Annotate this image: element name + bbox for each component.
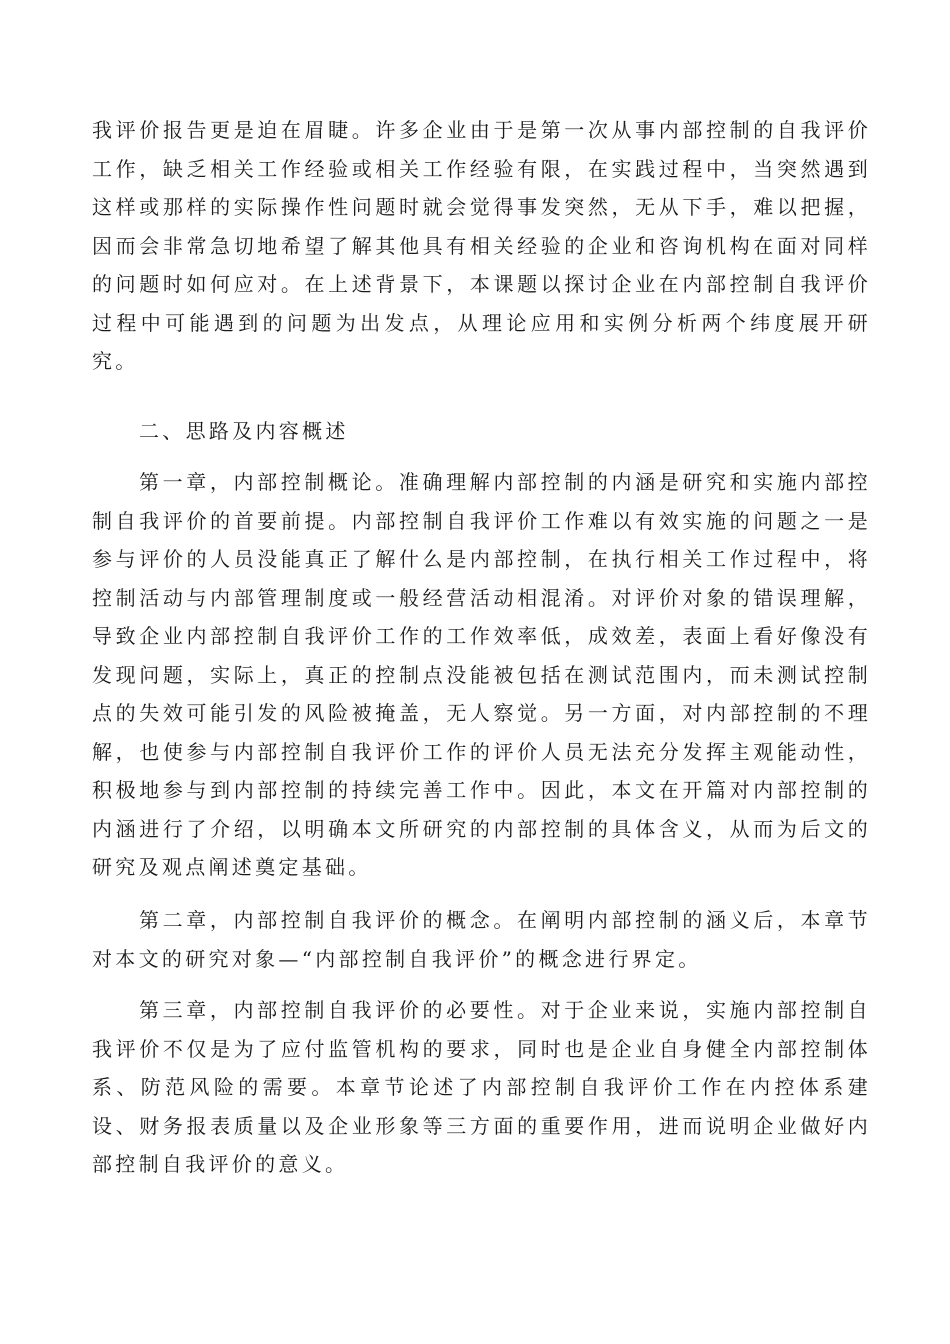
body-paragraph-2 [92,463,871,887]
paragraph-text: 第二章，内部控制自我评价的概念。在阐明内部控制的涵义后，本章节对本文的研究对象—“内部控制自我评价”的概念进行界定。 [92,908,871,971]
paragraph-text: 我评价报告更是迫在眉睫。许多企业由于是第一次从事内部控制的自我评价工作，缺乏相关工作经验或相关工作经验有限，在实践过程中，当突然遇到这样或那样的实际操作性问题时就会觉得事发突然，无从下手，难以把握，因而会非常急切地希望了解其他具有相关经验的企业和咨询机构在面对同样的问题时如何应对。在上述背景下，本课题以探讨企业在内部控制自我评价过程中可能遇到的问题为出发点，从理论应用和实例分析两个纬度展开研究。 [92,118,871,373]
body-paragraph-4 [92,991,871,1184]
paragraph-text: 第一章，内部控制概论。准确理解内部控制的内涵是研究和实施内部控制自我评价的首要前提。内部控制自我评价工作难以有效实施的问题之一是参与评价的人员没能真正了解什么是内部控制，在执行相关工作过程中，将控制活动与内部管理制度或一般经营活动相混淆。对评价对象的错误理解，导致企业内部控制自我评价工作的工作效率低，成效差，表面上看好像没有发现问题，实际上，真正的控制点没能被包括在测试范围内，而未测试控制点的失效可能引发的风险被掩盖，无人察觉。另一方面，对内部控制的不理解，也使参与内部控制自我评价工作的评价人员无法充分发挥主观能动性，积极地参与到内部控制的持续完善工作中。因此，本文在开篇对内部控制的内涵进行了介绍，以明确本文所研究的内部控制的具体含义，从而为后文的研究及观点阐述奠定基础。 [92,470,871,879]
body-paragraph-3 [92,901,871,978]
paragraph-text: 第三章，内部控制自我评价的必要性。对于企业来说，实施内部控制自我评价不仅是为了应付监管机构的要求，同时也是企业自身健全内部控制体系、防范风险的需要。本章节论述了内部控制自我评价工作在内控体系建设、财务报表质量以及企业形象等三方面的重要作用，进而说明企业做好内部控制自我评价的意义。 [92,998,871,1176]
section-heading [92,412,871,451]
body-paragraph-1 [92,111,871,381]
section-heading-text: 二、思路及内容概述 [139,419,349,443]
